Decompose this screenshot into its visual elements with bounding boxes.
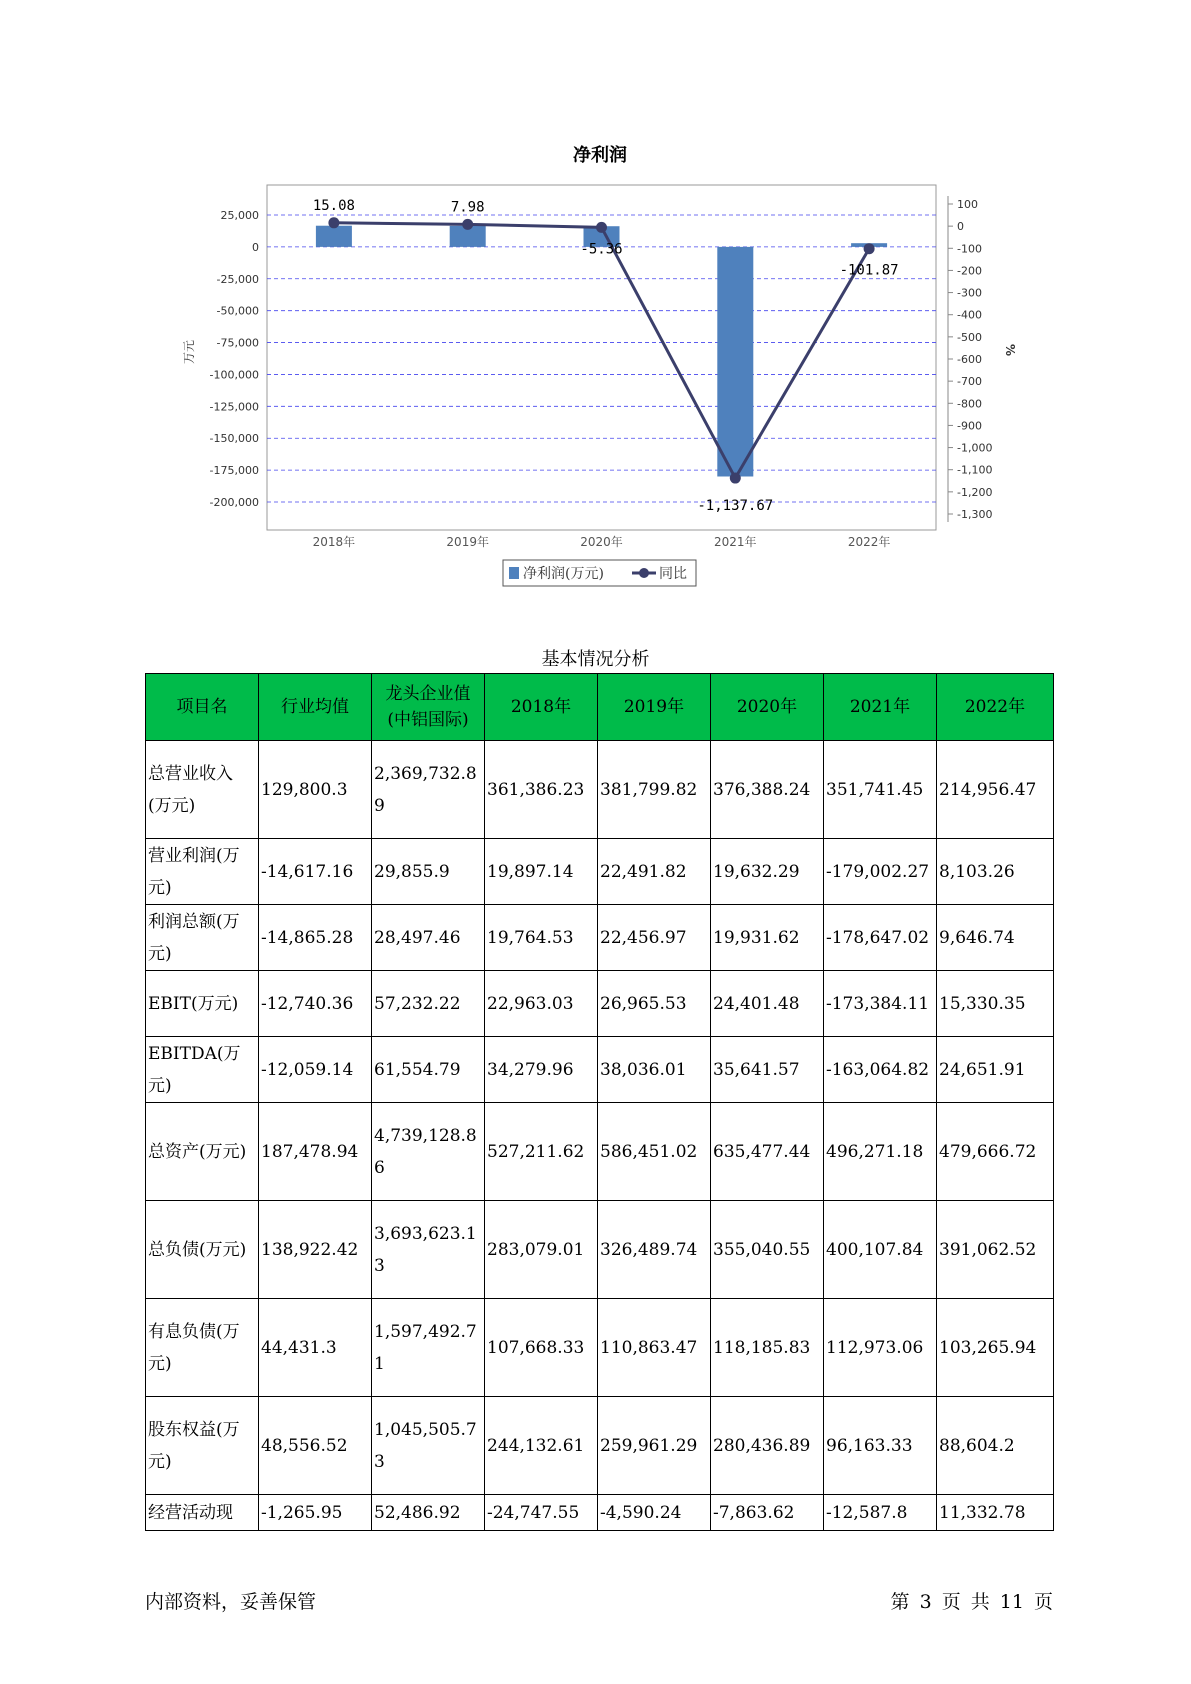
chart-title: 净利润 bbox=[573, 145, 627, 166]
bar bbox=[316, 226, 352, 247]
table-cell: 19,897.14 bbox=[485, 839, 598, 905]
legend-bar-label: 净利润(万元) bbox=[523, 566, 604, 582]
table-cell: -179,002.27 bbox=[824, 839, 937, 905]
yoy-point bbox=[462, 219, 473, 230]
table-cell: 107,668.33 bbox=[485, 1299, 598, 1397]
table-cell: 19,632.29 bbox=[711, 839, 824, 905]
table-cell: -12,587.8 bbox=[824, 1495, 937, 1531]
row-label: 总资产(万元) bbox=[146, 1103, 259, 1201]
y2-tick-label: -400 bbox=[957, 308, 982, 322]
y2-tick-label: -1,300 bbox=[957, 508, 993, 521]
y2-axis-label: % bbox=[1003, 343, 1017, 357]
table-row bbox=[146, 741, 1054, 839]
table-cell: 361,386.23 bbox=[485, 741, 598, 839]
table-cell: -12,740.36 bbox=[259, 971, 372, 1037]
table-cell: 15,330.35 bbox=[937, 971, 1054, 1037]
table-header-row bbox=[146, 674, 1054, 741]
table-cell: 24,401.48 bbox=[711, 971, 824, 1037]
table-cell: -1,265.95 bbox=[259, 1495, 372, 1531]
y2-tick-label: -1,200 bbox=[957, 485, 993, 499]
table-header-cell: 2022年 bbox=[937, 674, 1054, 741]
table-cell: 391,062.52 bbox=[937, 1201, 1054, 1299]
table-header-cell: 2018年 bbox=[485, 674, 598, 741]
legend-line-marker bbox=[639, 568, 649, 578]
y-tick-label: -100,000 bbox=[209, 368, 259, 382]
table-cell: 1,597,492.71 bbox=[372, 1299, 485, 1397]
yoy-point bbox=[864, 243, 875, 254]
table-cell: -178,647.02 bbox=[824, 905, 937, 971]
table-cell: -163,064.82 bbox=[824, 1037, 937, 1103]
table-cell: 118,185.83 bbox=[711, 1299, 824, 1397]
table-row bbox=[146, 971, 1054, 1037]
table-cell: 8,103.26 bbox=[937, 839, 1054, 905]
table-cell: 496,271.18 bbox=[824, 1103, 937, 1201]
table-cell: 22,963.03 bbox=[485, 971, 598, 1037]
x-tick-label: 2021年 bbox=[714, 535, 757, 549]
table-cell: 351,741.45 bbox=[824, 741, 937, 839]
table-header-cell: 2021年 bbox=[824, 674, 937, 741]
yoy-data-label: -5.36 bbox=[580, 241, 623, 258]
y2-tick-label: -100 bbox=[957, 242, 982, 256]
table-cell: 280,436.89 bbox=[711, 1397, 824, 1495]
table-cell: 214,956.47 bbox=[937, 741, 1054, 839]
yoy-point bbox=[596, 222, 607, 233]
table-header-cell: 2020年 bbox=[711, 674, 824, 741]
table-cell: -7,863.62 bbox=[711, 1495, 824, 1531]
row-label: EBIT(万元) bbox=[146, 971, 259, 1037]
row-label: 营业利润(万元) bbox=[146, 839, 259, 905]
table-row bbox=[146, 1397, 1054, 1495]
row-label: 有息负债(万元) bbox=[146, 1299, 259, 1397]
table-cell: 26,965.53 bbox=[598, 971, 711, 1037]
table-row bbox=[146, 905, 1054, 971]
table-cell: -173,384.11 bbox=[824, 971, 937, 1037]
table-cell: 355,040.55 bbox=[711, 1201, 824, 1299]
table-cell: 112,973.06 bbox=[824, 1299, 937, 1397]
table-header-cell: 龙头企业值(中铝国际) bbox=[372, 674, 485, 741]
table-row bbox=[146, 839, 1054, 905]
y2-tick-label: -200 bbox=[957, 264, 982, 278]
y2-tick-label: 0 bbox=[957, 220, 964, 234]
table-cell: 635,477.44 bbox=[711, 1103, 824, 1201]
table-row bbox=[146, 1299, 1054, 1397]
table-cell: 4,739,128.86 bbox=[372, 1103, 485, 1201]
row-label: EBITDA(万元) bbox=[146, 1037, 259, 1103]
x-tick-label: 2018年 bbox=[312, 535, 356, 549]
table-cell: 1,045,505.73 bbox=[372, 1397, 485, 1495]
table-header-cell: 项目名 bbox=[146, 674, 259, 741]
y2-tick-label: -700 bbox=[957, 375, 982, 389]
yoy-data-label: -101.87 bbox=[839, 262, 899, 279]
table-cell: 244,132.61 bbox=[485, 1397, 598, 1495]
y2-tick-label: -300 bbox=[957, 286, 982, 300]
yoy-data-label: 7.98 bbox=[450, 199, 485, 216]
table-cell: 527,211.62 bbox=[485, 1103, 598, 1201]
y-tick-label: -50,000 bbox=[216, 304, 259, 318]
bar bbox=[717, 247, 753, 477]
table-cell: 400,107.84 bbox=[824, 1201, 937, 1299]
table-cell: 110,863.47 bbox=[598, 1299, 711, 1397]
y2-tick-label: 100 bbox=[957, 198, 978, 211]
table-cell: 129,800.3 bbox=[259, 741, 372, 839]
table-cell: 479,666.72 bbox=[937, 1103, 1054, 1201]
table-cell: 376,388.24 bbox=[711, 741, 824, 839]
table-cell: 38,036.01 bbox=[598, 1037, 711, 1103]
y-tick-label: -75,000 bbox=[216, 336, 259, 350]
table-cell: 22,456.97 bbox=[598, 905, 711, 971]
table-cell: 3,693,623.13 bbox=[372, 1201, 485, 1299]
table-cell: 22,491.82 bbox=[598, 839, 711, 905]
row-label: 总营业收入(万元) bbox=[146, 741, 259, 839]
y-tick-label: -175,000 bbox=[209, 464, 259, 478]
table-cell: -24,747.55 bbox=[485, 1495, 598, 1531]
x-tick-label: 2019年 bbox=[446, 535, 489, 549]
yoy-data-label: -1,137.67 bbox=[697, 498, 774, 515]
table-cell: 44,431.3 bbox=[259, 1299, 372, 1397]
net-profit-chart bbox=[0, 0, 1191, 600]
table-cell: 2,369,732.89 bbox=[372, 741, 485, 839]
table-caption: 基本情况分析 bbox=[541, 649, 650, 670]
table-cell: 103,265.94 bbox=[937, 1299, 1054, 1397]
table-cell: 187,478.94 bbox=[259, 1103, 372, 1201]
row-label: 经营活动现 bbox=[146, 1495, 259, 1531]
y-tick-label: -200,000 bbox=[209, 496, 259, 509]
x-tick-label: 2020年 bbox=[580, 535, 623, 549]
y2-tick-label: -800 bbox=[957, 397, 982, 411]
table-cell: 28,497.46 bbox=[372, 905, 485, 971]
row-label: 股东权益(万元) bbox=[146, 1397, 259, 1495]
y-tick-label: 25,000 bbox=[220, 209, 259, 222]
table-row bbox=[146, 1037, 1054, 1103]
table-cell: -14,865.28 bbox=[259, 905, 372, 971]
table-cell: 35,641.57 bbox=[711, 1037, 824, 1103]
yoy-point bbox=[730, 473, 741, 484]
table-cell: 29,855.9 bbox=[372, 839, 485, 905]
footer-page-number: 第 3 页 共 11 页 bbox=[890, 1591, 1053, 1613]
y2-tick-label: -900 bbox=[957, 419, 982, 433]
yoy-data-label: 15.08 bbox=[312, 197, 355, 214]
table-cell: 34,279.96 bbox=[485, 1037, 598, 1103]
y-tick-label: -150,000 bbox=[209, 432, 259, 446]
table-cell: 57,232.22 bbox=[372, 971, 485, 1037]
table-cell: 138,922.42 bbox=[259, 1201, 372, 1299]
x-tick-label: 2022年 bbox=[847, 535, 891, 549]
table-cell: 61,554.79 bbox=[372, 1037, 485, 1103]
table-cell: 19,931.62 bbox=[711, 905, 824, 971]
table-cell: 52,486.92 bbox=[372, 1495, 485, 1531]
y2-tick-label: -600 bbox=[957, 353, 982, 366]
table-cell: 586,451.02 bbox=[598, 1103, 711, 1201]
table-cell: 283,079.01 bbox=[485, 1201, 598, 1299]
basic-analysis-table bbox=[145, 673, 1054, 1531]
legend-bar-swatch bbox=[509, 567, 519, 579]
yoy-point bbox=[328, 217, 339, 228]
yoy-line bbox=[334, 223, 869, 478]
y2-tick-label: -1,000 bbox=[957, 441, 993, 455]
table-header-cell: 2019年 bbox=[598, 674, 711, 741]
table-cell: -12,059.14 bbox=[259, 1037, 372, 1103]
table-cell: 24,651.91 bbox=[937, 1037, 1054, 1103]
table-cell: 48,556.52 bbox=[259, 1397, 372, 1495]
table-cell: 96,163.33 bbox=[824, 1397, 937, 1495]
table-header-cell: 行业均值 bbox=[259, 674, 372, 741]
table-cell: 9,646.74 bbox=[937, 905, 1054, 971]
table-cell: 326,489.74 bbox=[598, 1201, 711, 1299]
table-cell: 19,764.53 bbox=[485, 905, 598, 971]
table-row bbox=[146, 1103, 1054, 1201]
table-cell: -4,590.24 bbox=[598, 1495, 711, 1531]
footer-confidential: 内部资料，妥善保管 bbox=[145, 1591, 317, 1613]
table-row bbox=[146, 1201, 1054, 1299]
table-body bbox=[146, 741, 1054, 1531]
y-tick-label: -25,000 bbox=[216, 272, 259, 286]
table-row bbox=[146, 1495, 1054, 1531]
row-label: 总负债(万元) bbox=[146, 1201, 259, 1299]
y2-tick-label: -1,100 bbox=[957, 463, 993, 477]
table-cell: 381,799.82 bbox=[598, 741, 711, 839]
y-axis-label: 万元 bbox=[182, 339, 196, 365]
table-cell: 11,332.78 bbox=[937, 1495, 1054, 1531]
legend-line-label: 同比 bbox=[659, 566, 687, 582]
table-cell: 259,961.29 bbox=[598, 1397, 711, 1495]
y-tick-label: -125,000 bbox=[209, 400, 259, 414]
chart-canvas bbox=[0, 0, 1191, 600]
y2-tick-label: -500 bbox=[957, 330, 982, 344]
row-label: 利润总额(万元) bbox=[146, 905, 259, 971]
table-cell: -14,617.16 bbox=[259, 839, 372, 905]
table-cell: 88,604.2 bbox=[937, 1397, 1054, 1495]
y-tick-label: 0 bbox=[252, 240, 259, 254]
